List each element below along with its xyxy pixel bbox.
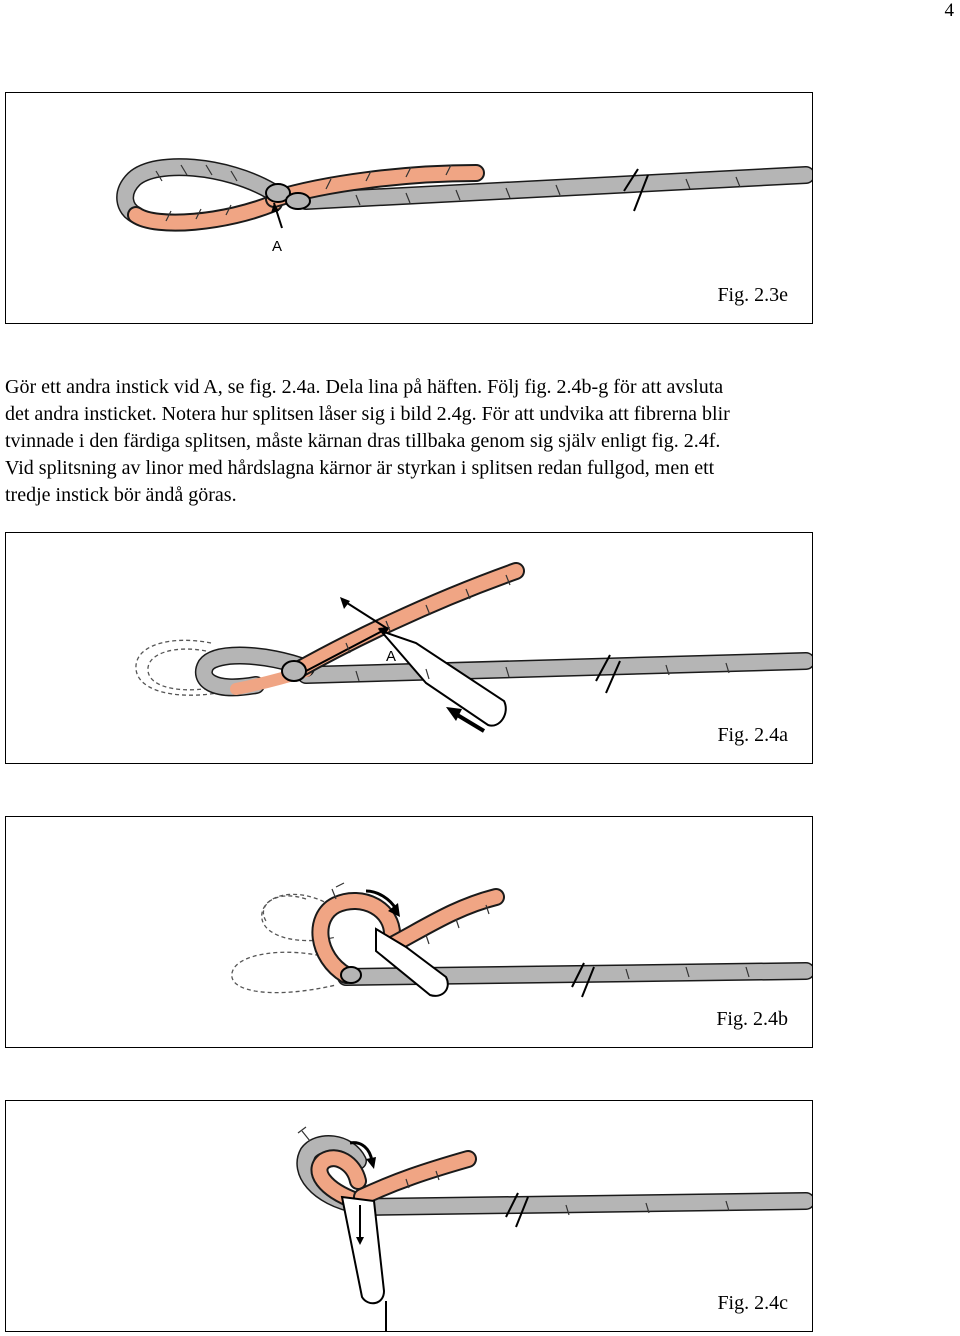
paragraph-line: det andra insticket. Notera hur splitsen låser sig i bild 2.4g. För att undvika att fibrerna blir (5, 403, 730, 425)
figure-caption: Fig. 2.4b (716, 1008, 788, 1030)
rope-illustration-2-4c (6, 1101, 812, 1331)
figure-2-3e (5, 92, 813, 324)
figure-2-4c (5, 1100, 813, 1332)
figure-2-4b (5, 816, 813, 1048)
paragraph-line: tredje instick bör ändå göras. (5, 484, 237, 506)
rope-illustration-2-3e (6, 93, 812, 323)
body-paragraph (5, 374, 955, 509)
page-number: 4 (944, 0, 954, 21)
paragraph-line: tvinnade i den färdiga splitsen, måste kärnan dras tillbaka genom sig själv enligt fig. 2.4f. (5, 430, 721, 452)
point-a-label: A (272, 238, 283, 255)
figure-2-4a (5, 532, 813, 764)
figure-caption: Fig. 2.4c (717, 1292, 788, 1314)
rope-illustration-2-4b (6, 817, 812, 1047)
rope-illustration-2-4a (6, 533, 812, 763)
figure-caption: Fig. 2.4a (717, 724, 788, 746)
figure-caption: Fig. 2.3e (717, 284, 788, 306)
paragraph-line: Gör ett andra instick vid A, se fig. 2.4a. Dela lina på häften. Följ fig. 2.4b-g för att avsluta (5, 376, 724, 398)
paragraph-line: Vid splitsning av linor med hårdslagna kärnor är styrkan i splitsen redan fullgod, men ett (5, 457, 715, 479)
point-a-label: A (386, 648, 397, 665)
